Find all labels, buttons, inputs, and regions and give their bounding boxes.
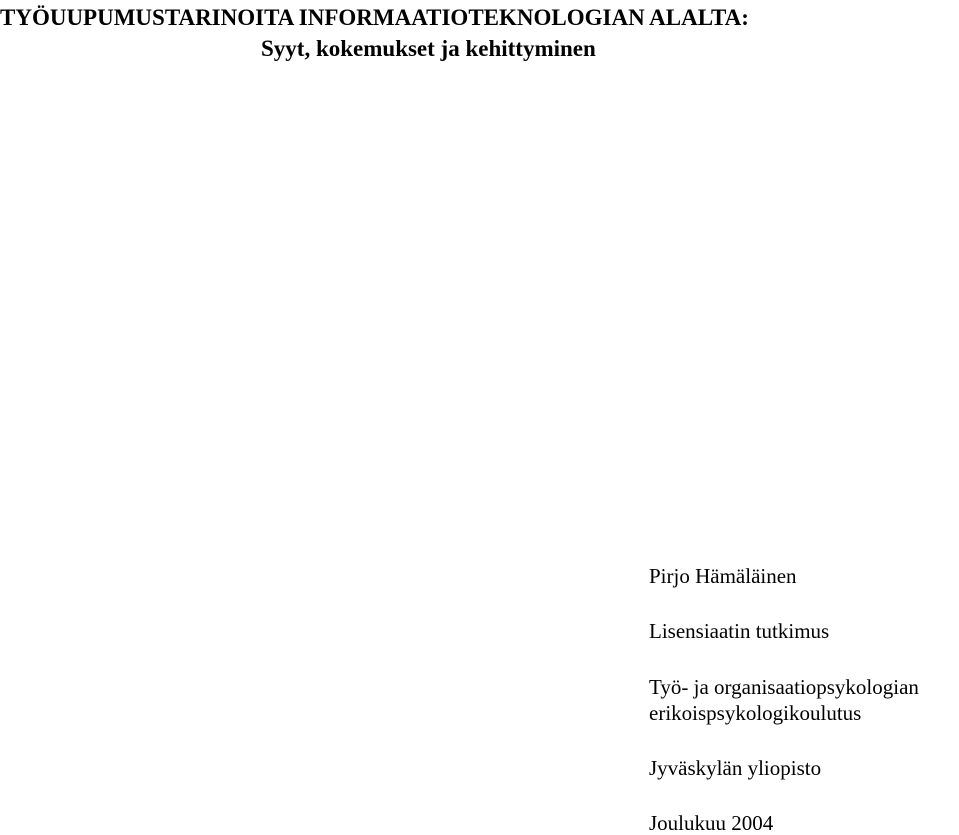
thesis-type: Lisensiaatin tutkimus	[649, 619, 830, 643]
publication-date: Joulukuu 2004	[649, 811, 774, 835]
author-name: Pirjo Hämäläinen	[649, 564, 797, 588]
document-title: TYÖUUPUMUSTARINOITA INFORMAATIOTEKNOLOGIAN ALALTA:	[0, 5, 749, 30]
university-name: Jyväskylän yliopisto	[649, 756, 822, 780]
program-line-2: erikoispsykologikoulutus	[649, 701, 862, 725]
program-line-1: Työ- ja organisaatiopsykologian	[649, 675, 919, 699]
document-subtitle: Syyt, kokemukset ja kehittyminen	[261, 36, 596, 61]
